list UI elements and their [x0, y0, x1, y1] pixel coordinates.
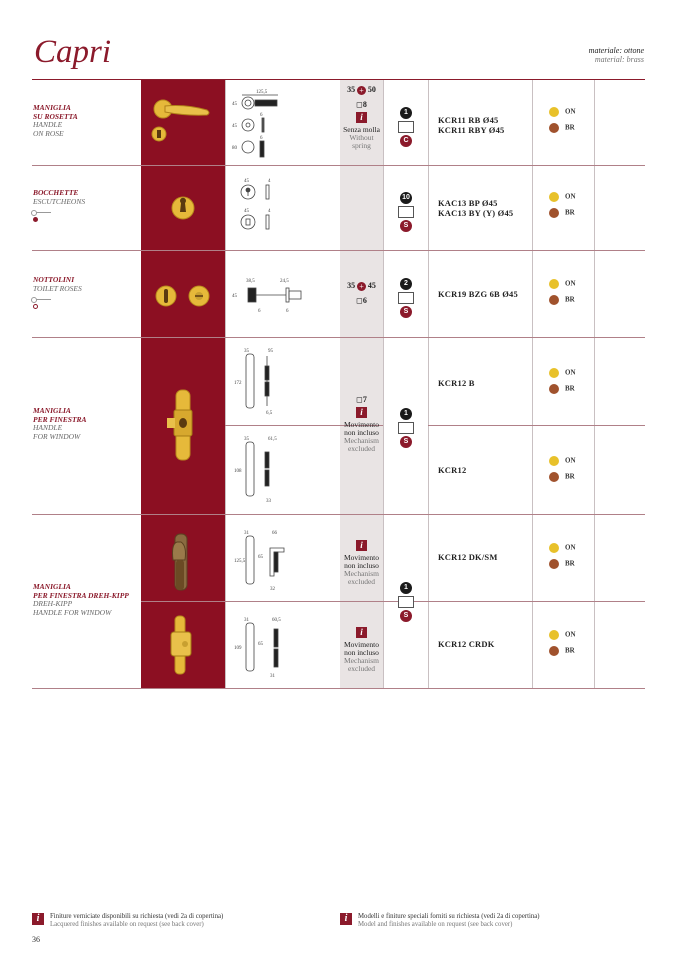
product-code: KCR12 B	[438, 378, 475, 388]
svg-text:66: 66	[272, 531, 277, 536]
technical-drawing	[230, 85, 335, 163]
finish-swatches: ON BR	[549, 543, 576, 575]
info-icon: i	[32, 913, 44, 925]
svg-text:33: 33	[266, 499, 271, 504]
row-divider	[32, 514, 645, 515]
finish-swatches: ON BR	[549, 368, 576, 400]
svg-text:125,5: 125,5	[256, 90, 268, 95]
svg-text:95: 95	[268, 349, 273, 354]
svg-text:31: 31	[244, 618, 249, 623]
technical-drawing	[230, 348, 335, 420]
svg-text:6,5: 6,5	[266, 411, 273, 416]
svg-text:60,5: 60,5	[272, 618, 281, 623]
package-indicator: 1 S	[398, 408, 414, 448]
svg-text:65: 65	[258, 555, 263, 560]
svg-text:45: 45	[232, 294, 237, 299]
svg-text:109: 109	[234, 646, 242, 651]
svg-text:6: 6	[286, 309, 289, 314]
product-code: KCR12 CRDK	[438, 639, 495, 649]
info-icon: i	[356, 540, 367, 551]
category-label: MANIGLIA PER FINESTRA DREH-KIPP DREH-KIPP HANDLE FOR WINDOW	[33, 582, 129, 617]
spec-mechanism: i Movimento non incluso Mechanism excluded	[344, 627, 379, 673]
box-icon	[398, 206, 414, 218]
svg-text:45: 45	[244, 209, 249, 214]
svg-text:45: 45	[232, 124, 237, 129]
technical-drawing	[230, 172, 335, 244]
svg-text:45: 45	[232, 102, 237, 107]
marker-dot	[33, 304, 38, 309]
row-divider	[141, 601, 645, 602]
spec-mechanism: i Movimento non incluso Mechanism excluded	[344, 540, 379, 586]
svg-text:32: 32	[270, 587, 275, 592]
svg-text:4: 4	[268, 179, 271, 184]
spec-dimensions: 35 + 45 ◻6	[347, 281, 376, 305]
info-icon: i	[340, 913, 352, 925]
dreh-kipp-handle-photo	[141, 520, 225, 598]
svg-text:65: 65	[258, 642, 263, 647]
finish-swatches: ON BR	[549, 279, 576, 311]
package-indicator: 1 S	[398, 582, 414, 622]
divider	[594, 80, 595, 688]
box-icon	[398, 292, 414, 304]
finish-swatches: ON BR	[549, 456, 576, 488]
product-codes: KAC13 BP Ø45 KAC13 BY (Y) Ø45	[438, 198, 514, 218]
escutcheon-photo	[141, 167, 225, 249]
svg-text:125,5: 125,5	[234, 559, 246, 564]
row-divider	[32, 688, 645, 689]
category-label: MANIGLIA PER FINESTRA HANDLE FOR WINDOW	[33, 406, 87, 441]
lever-handle-photo	[141, 82, 225, 164]
row-divider	[428, 425, 645, 426]
technical-drawing	[230, 615, 335, 685]
box-icon	[398, 422, 414, 434]
header-rule	[32, 79, 645, 80]
package-indicator: 2 S	[398, 278, 414, 318]
info-icon: i	[356, 112, 367, 123]
svg-text:6: 6	[260, 113, 263, 118]
row-divider	[32, 250, 645, 251]
finish-swatches: ON BR	[549, 192, 576, 224]
svg-text:35: 35	[244, 349, 249, 354]
svg-text:38,5: 38,5	[246, 279, 255, 284]
svg-text:31: 31	[244, 531, 249, 536]
divider	[532, 80, 533, 688]
finish-br-swatch	[549, 123, 559, 133]
toilet-rose-photo	[141, 252, 225, 336]
divider	[383, 80, 384, 688]
material-note	[589, 46, 644, 64]
category-label: NOTTOLINI TOILET ROSES	[33, 276, 82, 309]
key-icon	[33, 299, 51, 300]
spec-dimensions: 35 + 50 ◻8 i Senza molla Without spring	[343, 85, 380, 150]
spec-column	[340, 80, 383, 688]
finish-on-swatch	[549, 107, 559, 117]
package-indicator: 1 C	[398, 107, 414, 147]
key-icon	[33, 212, 51, 213]
category-label: BOCCHETTE ESCUTCHEONS	[33, 189, 85, 222]
product-codes: KCR19 BZG 6B Ø45	[438, 289, 518, 299]
svg-text:80: 80	[232, 146, 237, 151]
divider	[428, 80, 429, 688]
technical-drawing	[230, 528, 335, 598]
svg-text:172: 172	[234, 381, 242, 386]
product-code: KCR12 DK/SM	[438, 552, 498, 562]
svg-text:24,5: 24,5	[280, 279, 289, 284]
window-handle-photo	[141, 380, 225, 470]
material-it: materiale: ottone	[588, 46, 644, 55]
dreh-kipp-crank-photo	[141, 606, 225, 684]
svg-text:4: 4	[268, 209, 271, 214]
product-codes: KCR11 RB Ø45 KCR11 RBY Ø45	[438, 115, 505, 135]
material-en: material: brass	[594, 55, 644, 64]
finish-swatches: ON BR	[549, 630, 576, 662]
technical-drawing	[230, 272, 335, 324]
product-code: KCR12	[438, 465, 467, 475]
svg-text:45: 45	[244, 179, 249, 184]
svg-text:31: 31	[270, 674, 275, 679]
info-icon: i	[356, 627, 367, 638]
row-divider	[32, 165, 645, 166]
divider	[225, 80, 226, 688]
svg-text:6: 6	[260, 136, 263, 141]
finish-swatches: ON BR	[549, 107, 576, 139]
svg-text:61,5: 61,5	[268, 437, 277, 442]
category-label: MANIGLIA SU ROSETTA HANDLE ON ROSE	[33, 103, 78, 138]
page-number: 36	[32, 935, 40, 944]
spec-mechanism: ◻7 i Movimento non incluso Mechanism excluded	[344, 395, 379, 453]
technical-drawing	[230, 436, 335, 508]
box-icon	[398, 121, 414, 133]
box-icon	[398, 596, 414, 608]
row-divider	[32, 337, 645, 338]
info-icon: i	[356, 407, 367, 418]
svg-text:6: 6	[258, 309, 261, 314]
package-indicator: 10 S	[398, 192, 414, 232]
svg-text:108: 108	[234, 469, 242, 474]
svg-text:35: 35	[244, 437, 249, 442]
marker-dot	[33, 217, 38, 222]
page-title: Capri	[34, 34, 112, 70]
